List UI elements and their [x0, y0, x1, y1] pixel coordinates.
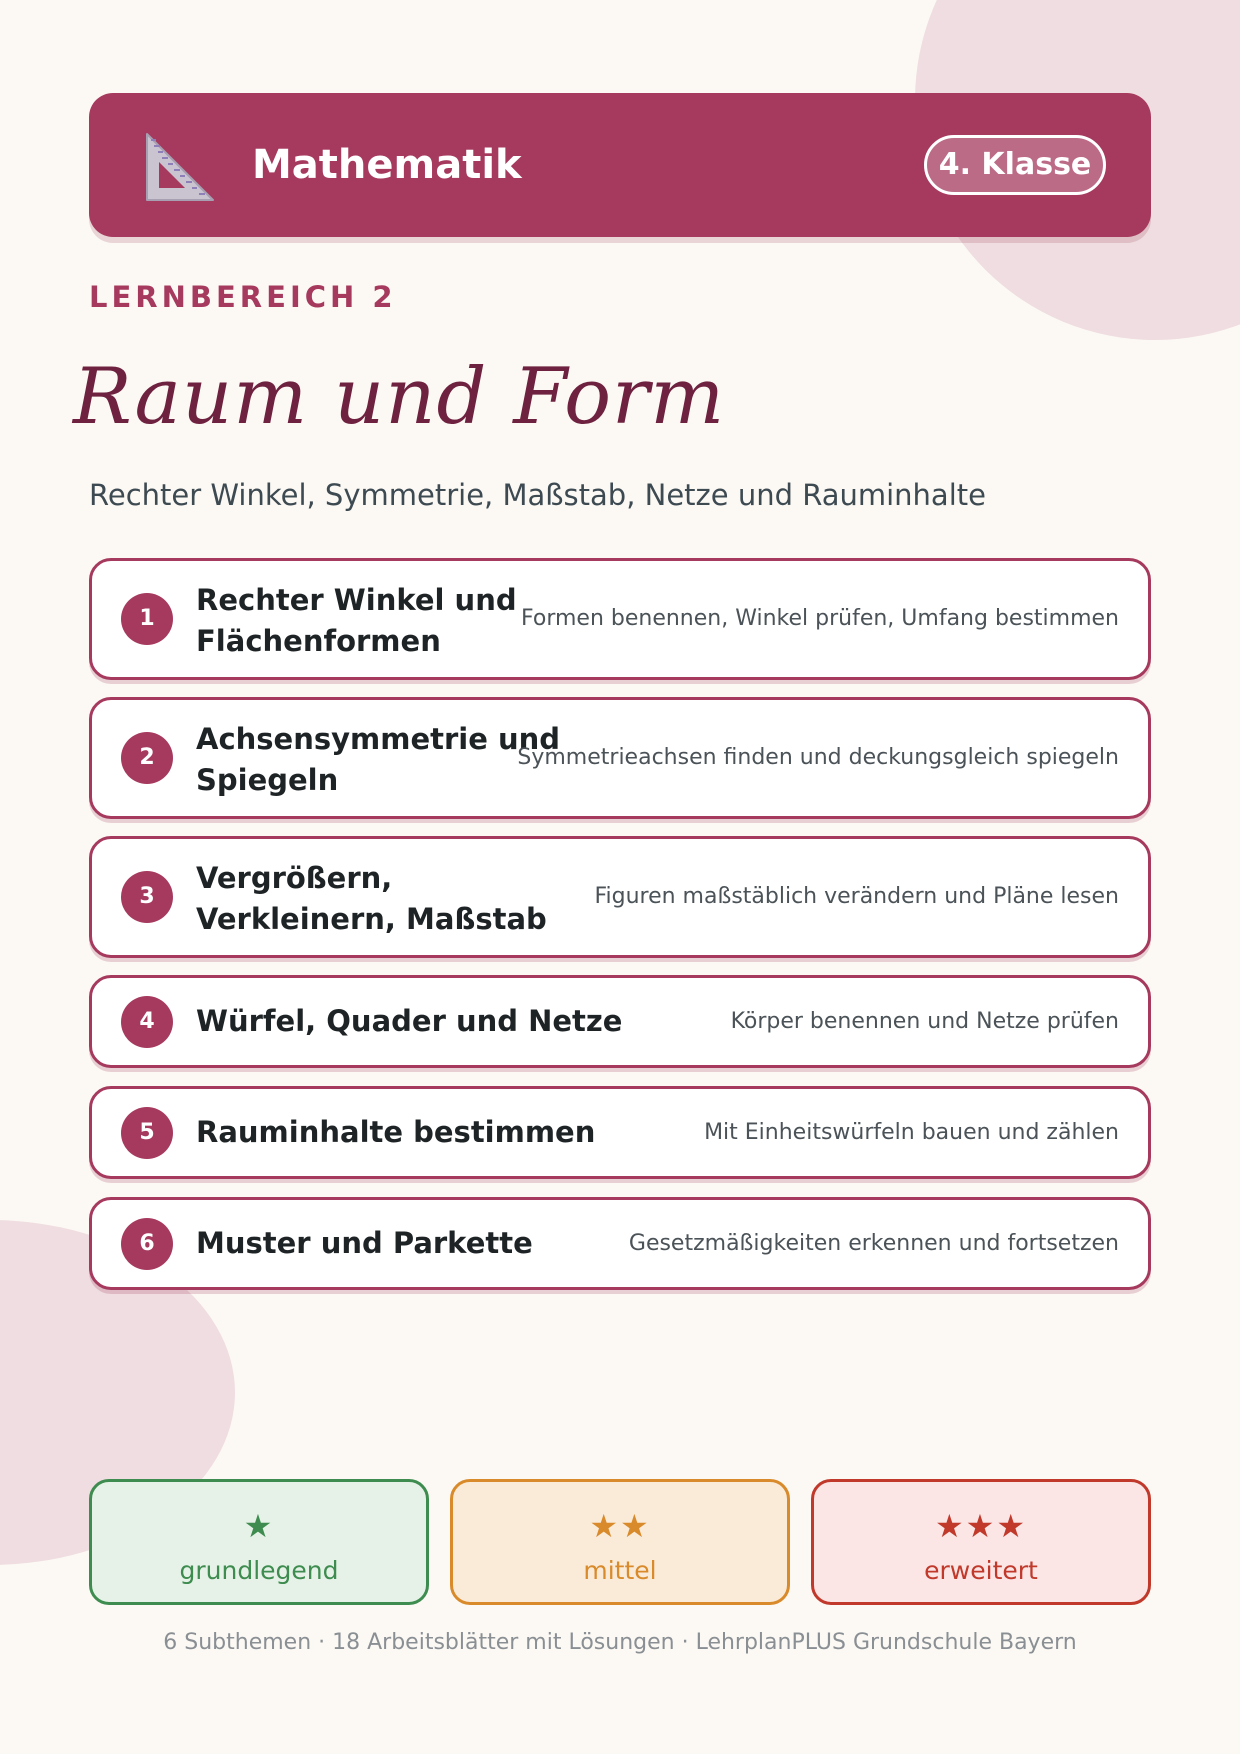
- topic-description: Mit Einheitswürfeln bauen und zählen: [704, 1120, 1119, 1145]
- subject-header: [89, 93, 1151, 237]
- topic-card[interactable]: [89, 1197, 1151, 1290]
- topic-description: Symmetrieachsen finden und deckungsgleich spiegeln: [517, 745, 1119, 770]
- topic-number-badge: 2: [121, 732, 173, 784]
- topic-number-badge: 3: [121, 871, 173, 923]
- grade-badge: 4. Klasse: [924, 135, 1106, 195]
- topic-description: Formen benennen, Winkel prüfen, Umfang bestimmen: [520, 606, 1119, 631]
- topic-number-badge: 6: [121, 1218, 173, 1270]
- topic-card[interactable]: [89, 558, 1151, 680]
- topic-card[interactable]: [89, 836, 1151, 958]
- level-badge-advanced: [811, 1479, 1151, 1605]
- topic-title: Muster und Parkette: [196, 1226, 533, 1260]
- topic-title: Rechter Winkel und Flächenformen: [196, 583, 517, 658]
- topic-description: Figuren maßstäblich verändern und Pläne lesen: [594, 884, 1119, 909]
- page-title: Raum und Form: [73, 352, 726, 442]
- topic-card[interactable]: [89, 975, 1151, 1068]
- footer-note: 6 Subthemen · 18 Arbeitsblätter mit Lösungen · LehrplanPLUS Grundschule Bayern: [163, 1630, 1077, 1655]
- topic-number-badge: 5: [121, 1107, 173, 1159]
- topic-number-badge: 1: [121, 593, 173, 645]
- topic-card[interactable]: [89, 1086, 1151, 1179]
- set-square-icon: [141, 130, 221, 206]
- level-badge-medium: [450, 1479, 790, 1605]
- level-label: erweitert: [924, 1556, 1038, 1585]
- topic-title: Rauminhalte bestimmen: [196, 1115, 596, 1149]
- star-icon: ★★★: [934, 1507, 1028, 1545]
- topic-card[interactable]: [89, 697, 1151, 819]
- section-kicker: LERNBEREICH 2: [89, 280, 397, 314]
- page-subtitle: Rechter Winkel, Symmetrie, Maßstab, Netze und Rauminhalte: [89, 478, 986, 512]
- subject-title: Mathematik: [252, 142, 522, 188]
- star-icon: ★★: [589, 1507, 651, 1545]
- topic-title: Würfel, Quader und Netze: [196, 1004, 623, 1038]
- topic-description: Gesetzmäßigkeiten erkennen und fortsetzen: [628, 1231, 1119, 1256]
- level-badge-basic: [89, 1479, 429, 1605]
- star-icon: ★: [243, 1507, 275, 1545]
- level-label: mittel: [583, 1556, 657, 1585]
- topic-number-badge: 4: [121, 996, 173, 1048]
- topic-title: Achsensymmetrie und Spiegeln: [196, 722, 561, 797]
- level-label: grundlegend: [179, 1556, 339, 1585]
- topic-description: Körper benennen und Netze prüfen: [730, 1009, 1119, 1034]
- topic-title: Vergrößern, Verkleinern, Maßstab: [196, 861, 547, 936]
